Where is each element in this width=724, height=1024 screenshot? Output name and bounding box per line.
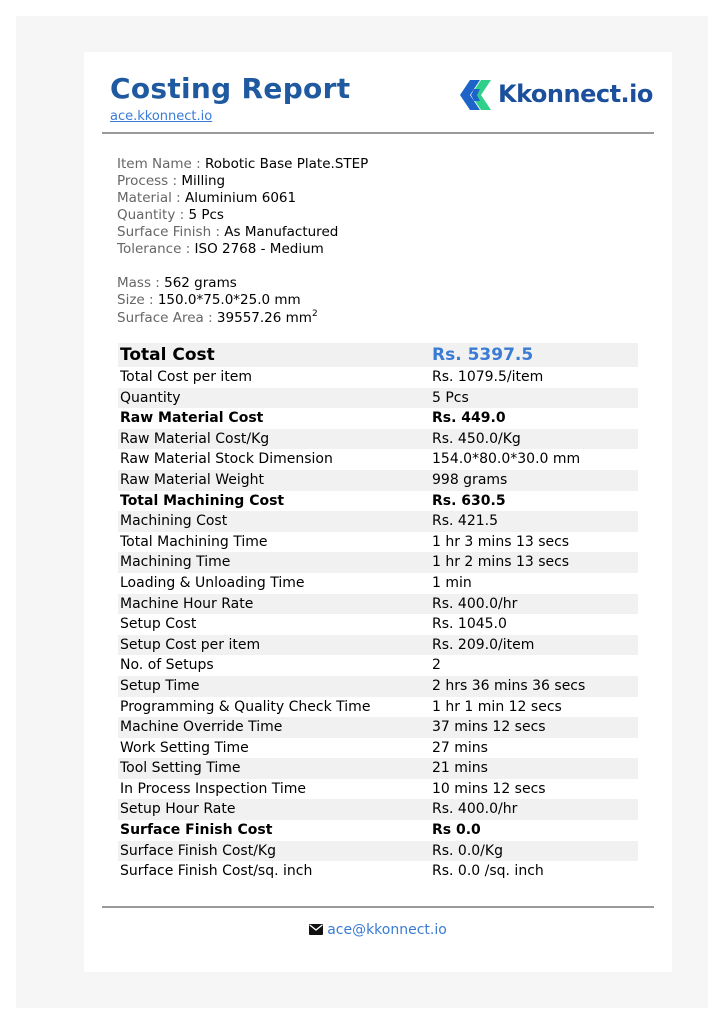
cost-label: Raw Material Weight	[118, 470, 430, 491]
cost-value: Rs. 400.0/hr	[430, 594, 638, 615]
cost-value: Rs. 1045.0	[432, 616, 507, 633]
cost-value: 5 Pcs	[430, 388, 638, 409]
detail-surface-finish: Surface Finish : As Manufactured	[117, 224, 339, 240]
cost-value: Rs. 209.0/item	[430, 635, 638, 656]
detail-process: Process : Milling	[117, 173, 226, 189]
cost-value: 1 hr 1 min 12 secs	[432, 698, 562, 715]
table-row	[118, 676, 638, 697]
cost-label: Machining Cost	[118, 511, 430, 532]
kkonnect-logo-icon	[460, 80, 496, 110]
table-row	[118, 820, 638, 841]
cost-label: Machine Hour Rate	[118, 594, 430, 615]
cost-label: No. of Setups	[120, 657, 214, 674]
table-row	[118, 861, 638, 882]
cost-value: 154.0*80.0*30.0 mm	[432, 451, 581, 468]
table-row	[118, 573, 638, 594]
detail-tolerance: Tolerance : ISO 2768 - Medium	[117, 241, 324, 257]
cost-table	[118, 343, 638, 882]
table-row	[118, 779, 638, 800]
total-cost-row	[118, 343, 638, 367]
page-background	[16, 16, 708, 1008]
cost-label: Raw Material Stock Dimension	[120, 451, 333, 468]
cost-label: Work Setting Time	[120, 739, 249, 756]
cost-label: Tool Setting Time	[118, 758, 430, 779]
cost-value: 27 mins	[432, 739, 488, 756]
cost-value: 1 min	[432, 574, 472, 591]
cost-value: Rs. 0.0 /sq. inch	[432, 863, 544, 880]
footer	[84, 922, 672, 938]
cost-value: 10 mins 12 secs	[432, 780, 546, 797]
cost-label: Machine Override Time	[118, 717, 430, 738]
cost-label: Loading & Unloading Time	[120, 574, 305, 591]
table-row	[118, 552, 638, 573]
cost-label: Quantity	[118, 388, 430, 409]
table-row	[118, 697, 638, 718]
detail-size: Size : 150.0*75.0*25.0 mm	[117, 292, 301, 308]
cost-label: Total Machining Time	[120, 533, 268, 550]
cost-label: Total Machining Cost	[120, 492, 285, 509]
table-row	[118, 470, 638, 491]
table-row	[118, 408, 638, 429]
cost-label: Surface Finish Cost/Kg	[118, 841, 430, 862]
cost-value: Rs. 400.0/hr	[430, 799, 638, 820]
item-details	[117, 156, 368, 258]
table-row	[118, 717, 638, 738]
table-row	[118, 758, 638, 779]
cost-value: Rs. 0.0/Kg	[430, 841, 638, 862]
table-row	[118, 738, 638, 759]
table-row	[118, 388, 638, 409]
contact-email[interactable]: ace@kkonnect.io	[327, 922, 447, 938]
cost-label: Machining Time	[118, 552, 430, 573]
cost-label: Surface Finish Cost/sq. inch	[120, 863, 313, 880]
logo-text: Kkonnect.io	[498, 80, 653, 108]
table-row	[118, 449, 638, 470]
table-row	[118, 841, 638, 862]
cost-label: Setup Time	[118, 676, 430, 697]
header-divider	[102, 132, 654, 134]
cost-value: 37 mins 12 secs	[430, 717, 638, 738]
table-row	[118, 491, 638, 512]
table-row	[118, 594, 638, 615]
table-row	[118, 635, 638, 656]
table-row	[118, 614, 638, 635]
report-page	[84, 52, 672, 972]
cost-value: 998 grams	[430, 470, 638, 491]
site-link[interactable]: ace.kkonnect.io	[110, 109, 213, 124]
cost-label: Surface Finish Cost	[120, 822, 273, 839]
footer-divider	[102, 906, 654, 908]
detail-surface-area: Surface Area : 39557.26 $mm^2$	[117, 309, 318, 326]
detail-mass: Mass : 562 grams	[117, 275, 237, 291]
cost-label: Programming & Quality Check Time	[120, 698, 371, 715]
cost-label: Total Cost per item	[120, 369, 253, 385]
cost-value: Rs. 1079.5/item	[432, 369, 544, 385]
detail-item-name: Item Name : Robotic Base Plate.STEP	[117, 156, 369, 172]
cost-value: 1 hr 2 mins 13 secs	[430, 552, 638, 573]
cost-value: Rs. 5397.5	[430, 343, 638, 367]
table-row	[118, 429, 638, 450]
cost-value: Rs. 449.0	[432, 410, 506, 427]
table-row	[118, 532, 638, 553]
detail-material: Material : Aluminium 6061	[117, 190, 297, 206]
cost-value: Rs. 421.5	[430, 511, 638, 532]
cost-value: Rs. 630.5	[432, 492, 506, 509]
physical-details	[117, 275, 318, 327]
cost-value: 2 hrs 36 mins 36 secs	[430, 676, 638, 697]
table-row	[118, 367, 638, 388]
table-row	[118, 799, 638, 820]
cost-label: Raw Material Cost	[120, 410, 264, 427]
table-row	[118, 655, 638, 676]
cost-label: In Process Inspection Time	[120, 780, 307, 797]
detail-quantity: Quantity : 5 Pcs	[117, 207, 224, 223]
cost-label: Setup Cost per item	[118, 635, 430, 656]
cost-label: Total Cost	[118, 343, 430, 367]
envelope-icon	[309, 924, 323, 935]
cost-label: Raw Material Cost/Kg	[118, 429, 430, 450]
cost-value: Rs 0.0	[432, 822, 481, 839]
brand-logo	[460, 78, 653, 112]
cost-value: 21 mins	[430, 758, 638, 779]
cost-value: 2	[432, 657, 441, 674]
cost-label: Setup Cost	[120, 616, 197, 633]
cost-value: 1 hr 3 mins 13 secs	[432, 533, 570, 550]
table-row	[118, 511, 638, 532]
cost-value: Rs. 450.0/Kg	[430, 429, 638, 450]
cost-label: Setup Hour Rate	[118, 799, 430, 820]
page-title: Costing Report	[110, 72, 351, 105]
